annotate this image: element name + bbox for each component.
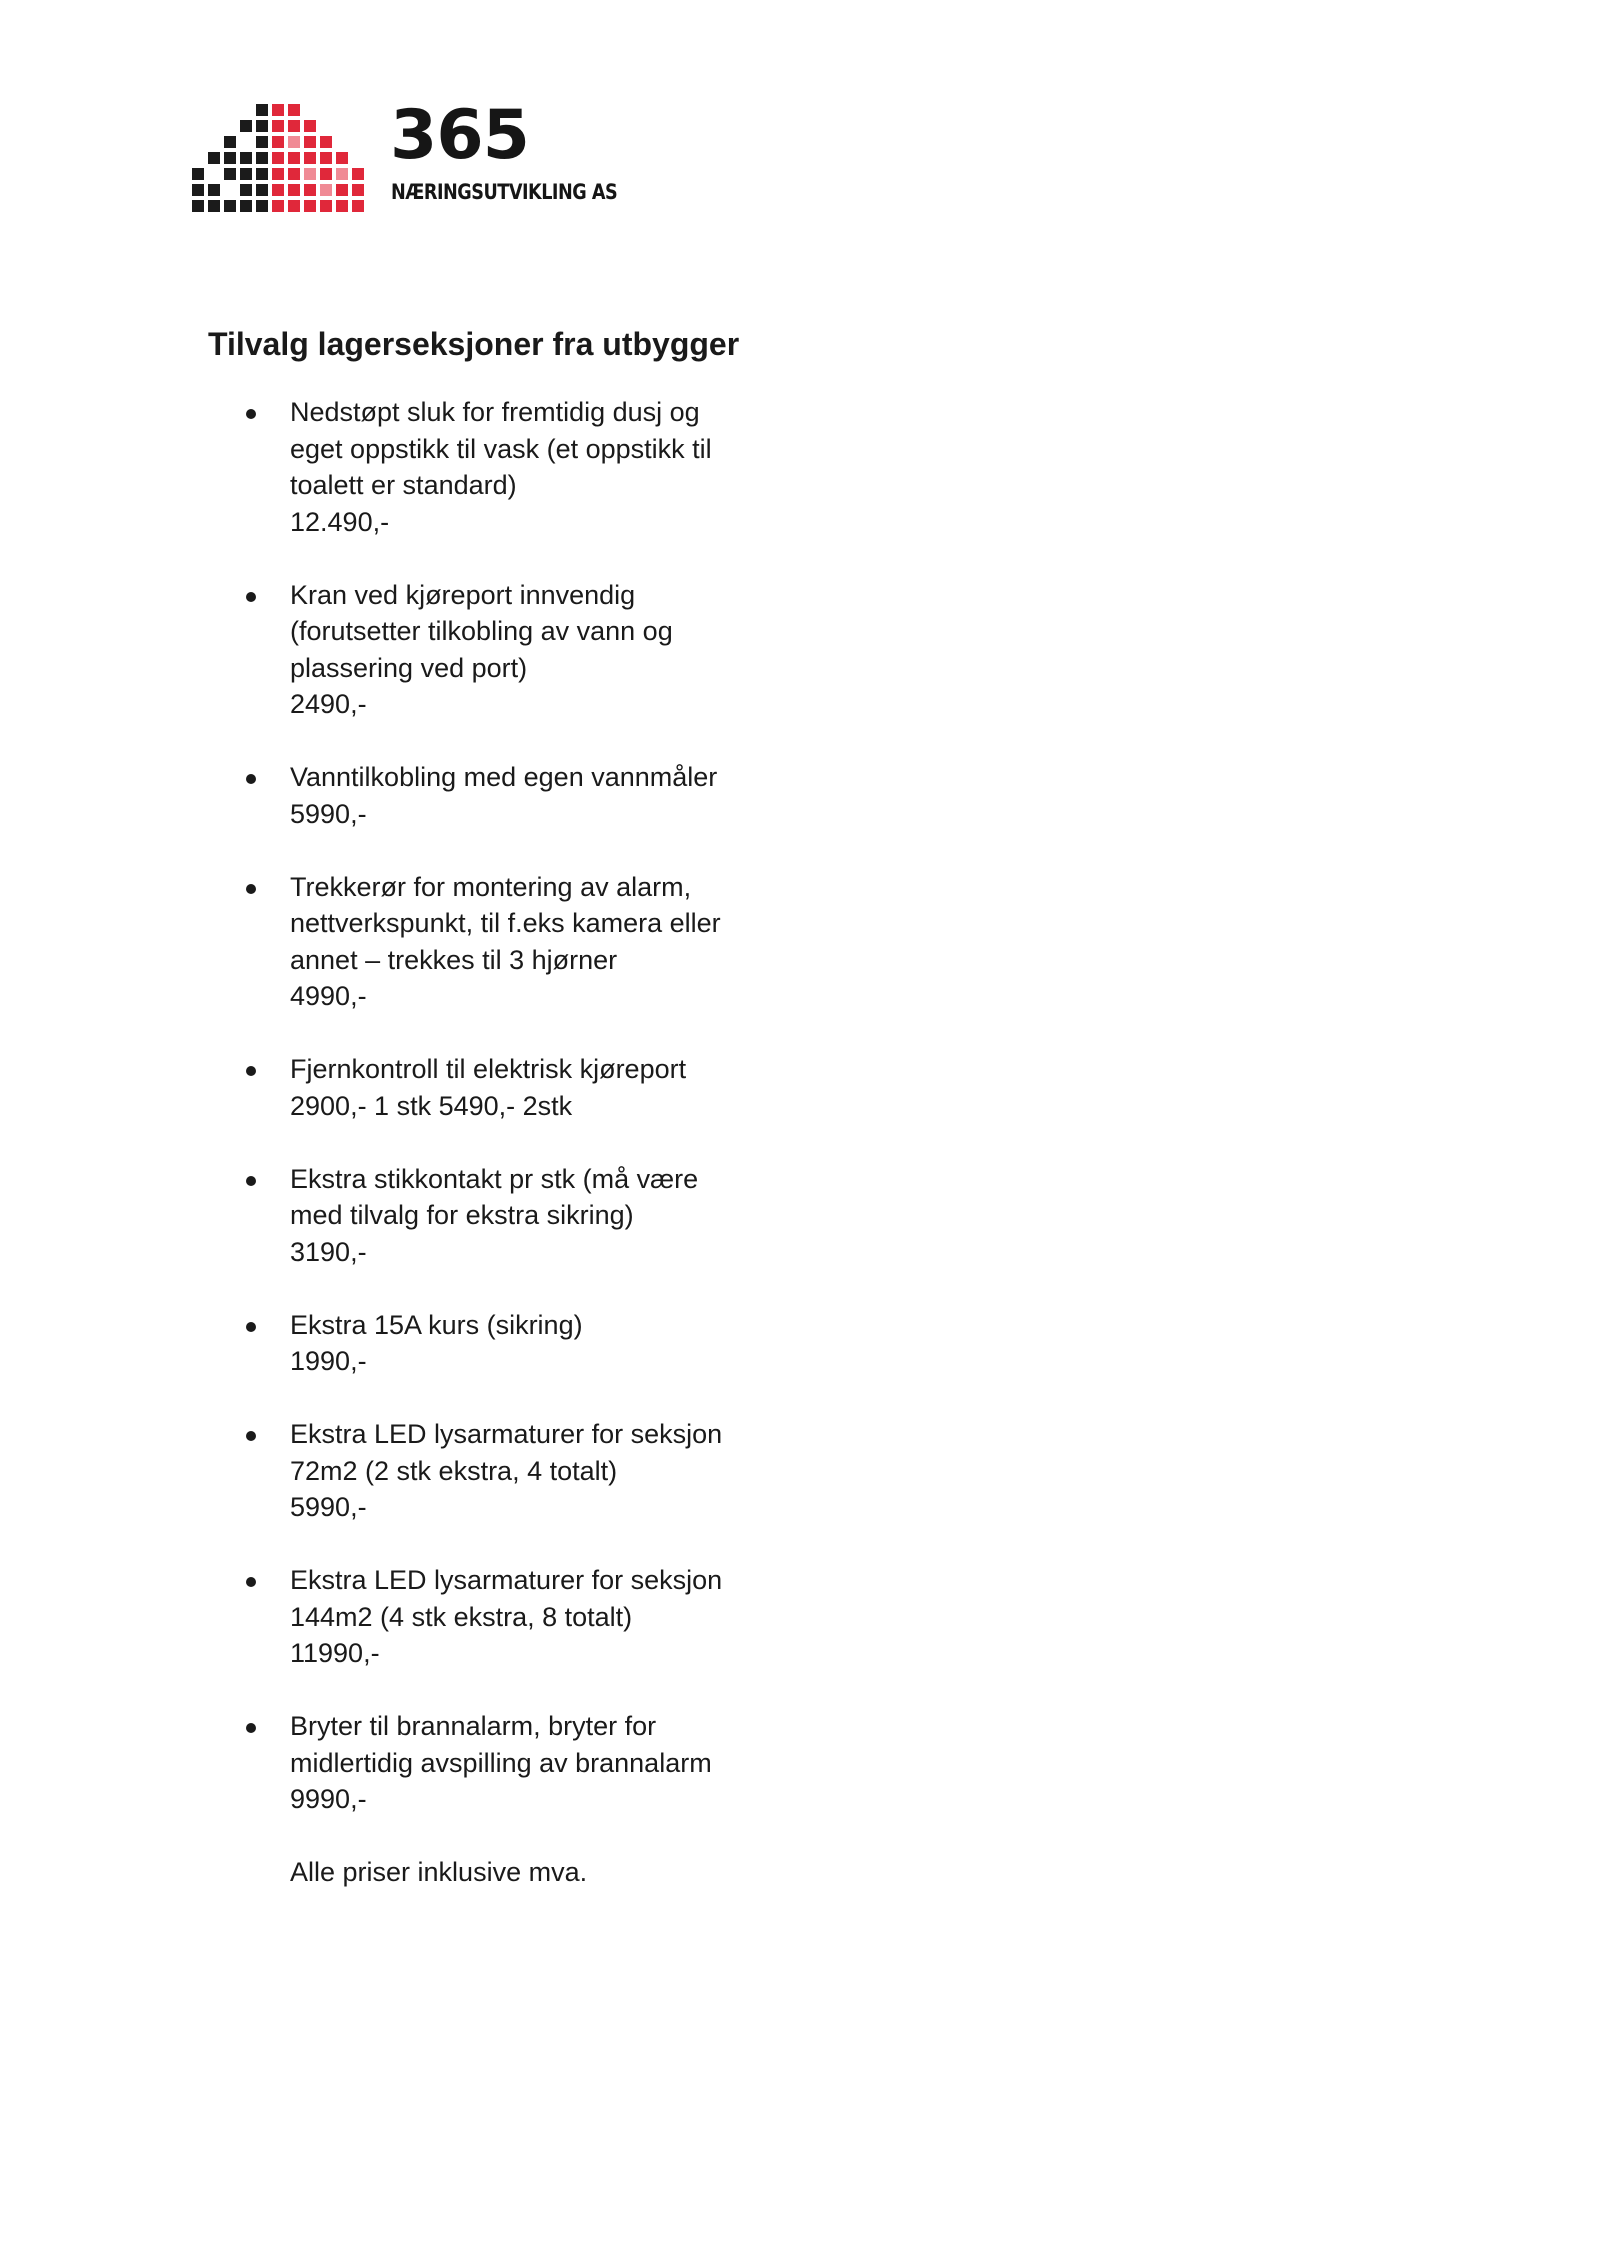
option-item	[208, 759, 888, 832]
logo-square	[240, 184, 252, 196]
logo-square	[336, 168, 348, 180]
logo-square	[272, 120, 284, 132]
option-item	[208, 1161, 888, 1271]
logo-square	[224, 168, 236, 180]
option-price: 12.490,-	[290, 506, 390, 537]
bullet-icon	[246, 1431, 256, 1441]
document-body	[208, 322, 888, 1891]
logo-square	[320, 184, 332, 196]
bullet-icon	[246, 1176, 256, 1186]
logo-square	[224, 136, 236, 148]
logo-square	[336, 152, 348, 164]
logo-square	[304, 200, 316, 212]
logo-square	[208, 152, 220, 164]
option-description-line: Ekstra LED lysarmaturer for seksjon	[290, 1419, 723, 1449]
option-item	[208, 1416, 888, 1526]
logo-square	[288, 120, 300, 132]
option-description-line: Trekkerør for montering av alarm,	[290, 871, 692, 902]
logo-square	[304, 136, 316, 148]
logo-square	[208, 200, 220, 212]
logo-square	[336, 200, 348, 212]
bullet-icon	[246, 1723, 256, 1733]
bullet-icon	[246, 774, 256, 784]
page-title: Tilvalg lagerseksjoner fra utbygger	[208, 326, 740, 362]
company-logo	[190, 96, 620, 216]
option-description-line: Ekstra stikkontakt pr stk (må være	[290, 1163, 699, 1194]
option-description-line: Bryter til brannalarm, bryter for	[290, 1711, 657, 1741]
logo-square	[352, 184, 364, 196]
logo-square	[272, 200, 284, 212]
option-price: 11990,-	[290, 1638, 380, 1668]
logo-square	[320, 152, 332, 164]
option-description-line: midlertidig avspilling av brannalarm	[290, 1747, 712, 1778]
option-description-line: Kran ved kjøreport innvendig	[290, 579, 636, 610]
option-description-line: Ekstra LED lysarmaturer for seksjon	[290, 1565, 723, 1595]
logo-square	[240, 136, 252, 148]
option-list	[208, 394, 888, 1818]
logo-square	[224, 184, 236, 196]
logo-square	[272, 104, 284, 116]
logo-square	[256, 120, 268, 132]
logo-number: 365	[390, 96, 529, 175]
option-description-line: annet – trekkes til 3 hjørner	[290, 944, 618, 975]
option-price: 3190,-	[290, 1236, 367, 1267]
option-item	[208, 394, 888, 540]
logo-square	[240, 168, 252, 180]
bullet-icon	[246, 1577, 256, 1587]
logo-square	[240, 152, 252, 164]
option-description-line: toalett er standard)	[290, 470, 517, 500]
option-description-line: Fjernkontroll til elektrisk kjøreport	[290, 1054, 687, 1084]
logo-square	[208, 184, 220, 196]
logo-square	[320, 168, 332, 180]
logo-square	[320, 136, 332, 148]
option-item	[208, 1562, 888, 1672]
logo-square	[352, 200, 364, 212]
option-item	[208, 577, 888, 723]
logo-square	[288, 152, 300, 164]
logo-square	[272, 168, 284, 180]
logo-square	[256, 184, 268, 196]
logo-square	[256, 136, 268, 148]
price-footnote: Alle priser inklusive mva.	[290, 1857, 588, 1887]
logo-square	[288, 104, 300, 116]
option-description-line: plassering ved port)	[290, 652, 528, 683]
option-description-line: 72m2 (2 stk ekstra, 4 totalt)	[290, 1455, 618, 1486]
option-price: 5990,-	[290, 1492, 367, 1522]
bullet-icon	[246, 409, 256, 419]
option-price: 2900,- 1 stk 5490,- 2stk	[290, 1090, 573, 1121]
building-logo-icon	[190, 96, 370, 212]
bullet-icon	[246, 1066, 256, 1076]
option-description-line: Ekstra 15A kurs (sikring)	[290, 1309, 583, 1340]
logo-square	[256, 152, 268, 164]
logo-square	[352, 168, 364, 180]
option-description-line: Vanntilkobling med egen vannmåler	[290, 762, 718, 792]
logo-square	[304, 168, 316, 180]
logo-square	[256, 200, 268, 212]
logo-square	[304, 184, 316, 196]
option-item	[208, 1307, 888, 1380]
logo-square	[224, 200, 236, 212]
option-description-line: (forutsetter tilkobling av vann og	[290, 616, 673, 646]
logo-square	[208, 168, 220, 180]
logo-square	[272, 136, 284, 148]
option-price: 9990,-	[290, 1784, 367, 1814]
bullet-icon	[246, 1322, 256, 1332]
option-item	[208, 1051, 888, 1124]
logo-square	[192, 200, 204, 212]
option-price: 2490,-	[290, 689, 367, 719]
bullet-icon	[246, 592, 256, 602]
logo-square	[256, 104, 268, 116]
option-description-line: eget oppstikk til vask (et oppstikk til	[290, 433, 712, 464]
logo-square	[288, 184, 300, 196]
logo-square	[288, 200, 300, 212]
logo-square	[320, 200, 332, 212]
logo-square	[288, 136, 300, 148]
option-description-line: nettverkspunkt, til f.eks kamera eller	[290, 908, 721, 938]
option-item	[208, 1708, 888, 1818]
logo-square	[240, 200, 252, 212]
option-price: 1990,-	[290, 1346, 367, 1376]
logo-square	[272, 184, 284, 196]
option-price: 4990,-	[290, 981, 367, 1011]
logo-tagline: NÆRINGSUTVIKLING AS	[391, 180, 618, 204]
logo-square	[336, 184, 348, 196]
logo-square	[192, 168, 204, 180]
logo-square	[272, 152, 284, 164]
option-description-line: med tilvalg for ekstra sikring)	[290, 1200, 634, 1230]
logo-square	[240, 120, 252, 132]
option-description-line: 144m2 (4 stk ekstra, 8 totalt)	[290, 1601, 633, 1632]
logo-square	[192, 184, 204, 196]
bullet-icon	[246, 884, 256, 894]
logo-square	[256, 168, 268, 180]
logo-square	[304, 120, 316, 132]
logo-square	[288, 168, 300, 180]
option-description-line: Nedstøpt sluk for fremtidig dusj og	[290, 397, 700, 427]
logo-square	[304, 152, 316, 164]
logo-square	[224, 152, 236, 164]
option-item	[208, 869, 888, 1015]
option-price: 5990,-	[290, 798, 367, 829]
